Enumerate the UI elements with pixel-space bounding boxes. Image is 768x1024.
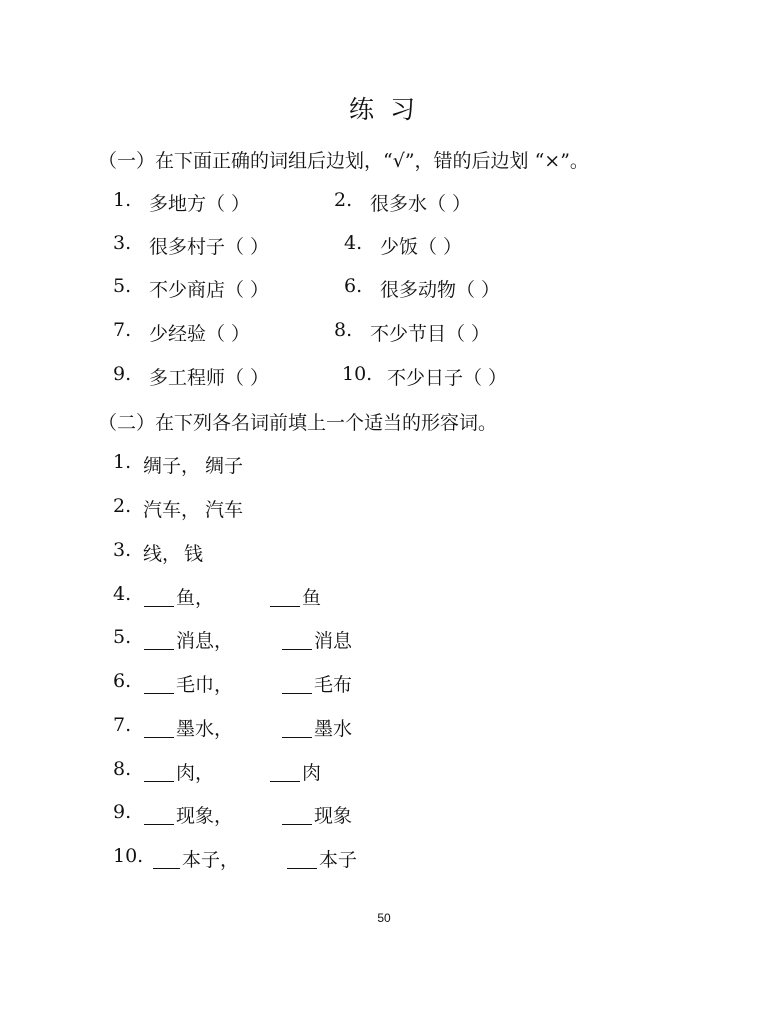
noun-first: 现象，	[176, 805, 234, 827]
noun-first: 本子，	[182, 849, 240, 871]
fill-in-blank[interactable]	[282, 648, 312, 650]
section-1-heading: （一）在下面正确的词组后边划，“√”，错的后边划 “×”。	[98, 150, 589, 172]
phrase-item: 少经验（ ）	[149, 323, 251, 345]
section-2-row-9	[0, 801, 768, 831]
phrase-item: 多工程师（ ）	[149, 367, 270, 389]
section-2-row-5	[0, 626, 768, 656]
item-number: 8.	[334, 319, 353, 341]
section-1-row-5	[0, 363, 768, 393]
noun-second: 汽车	[205, 499, 244, 521]
fill-in-blank[interactable]	[282, 823, 312, 825]
section-1-row-3	[0, 275, 768, 305]
fill-in-blank[interactable]	[144, 823, 174, 825]
noun-first: 毛巾，	[176, 674, 234, 696]
noun-second: 鱼	[302, 587, 322, 609]
fill-in-blank[interactable]	[153, 867, 180, 869]
fill-in-blank[interactable]	[270, 780, 300, 782]
item-number: 1.	[113, 451, 132, 473]
noun-first: 肉，	[176, 762, 215, 784]
fill-in-blank[interactable]	[144, 780, 174, 782]
item-number: 6.	[344, 275, 363, 297]
item-number: 4.	[113, 583, 132, 605]
section-2-heading: （二）在下列各名词前填上一个适当的形容词。	[98, 412, 498, 434]
section-1-row-2	[0, 232, 768, 262]
phrase-item: 很多村子（ ）	[149, 236, 270, 258]
noun-second: 毛布	[314, 674, 353, 696]
item-number: 9.	[113, 801, 132, 823]
phrase-item: 不少日子（ ）	[387, 367, 508, 389]
phrase-item: 少饭（ ）	[380, 236, 463, 258]
section-2-row-3	[0, 539, 768, 569]
noun-first: 墨水，	[176, 718, 234, 740]
noun-first: 线，	[143, 543, 182, 565]
page-title: 练 习	[349, 95, 419, 124]
item-number: 10.	[342, 363, 373, 385]
noun-second: 墨水	[314, 718, 353, 740]
fill-in-blank[interactable]	[144, 605, 174, 607]
page-number: 50	[377, 911, 391, 925]
item-number: 2.	[334, 189, 353, 211]
noun-second: 绸子	[205, 455, 244, 477]
noun-second: 肉	[302, 762, 322, 784]
phrase-item: 多地方（ ）	[149, 193, 251, 215]
item-number: 7.	[113, 319, 132, 341]
fill-in-blank[interactable]	[282, 736, 312, 738]
section-1-row-4	[0, 319, 768, 349]
phrase-item: 很多动物（ ）	[380, 279, 501, 301]
phrase-item: 不少节目（ ）	[370, 323, 491, 345]
fill-in-blank[interactable]	[144, 692, 174, 694]
section-2-row-6	[0, 670, 768, 700]
item-number: 5.	[113, 275, 132, 297]
noun-second: 现象	[314, 805, 353, 827]
noun-first: 绸子，	[143, 455, 201, 477]
fill-in-blank[interactable]	[144, 648, 174, 650]
item-number: 2.	[113, 495, 132, 517]
item-number: 10.	[113, 845, 144, 867]
item-number: 6.	[113, 670, 132, 692]
item-number: 8.	[113, 758, 132, 780]
noun-second: 钱	[184, 543, 204, 565]
noun-second: 消息	[314, 630, 353, 652]
item-number: 7.	[113, 714, 132, 736]
noun-first: 消息，	[176, 630, 234, 652]
section-2-row-10	[0, 845, 768, 875]
fill-in-blank[interactable]	[282, 692, 312, 694]
fill-in-blank[interactable]	[270, 605, 300, 607]
section-2-row-2	[0, 495, 768, 525]
section-2-row-8	[0, 758, 768, 788]
section-1-row-1	[0, 189, 768, 219]
item-number: 9.	[113, 363, 132, 385]
phrase-item: 很多水（ ）	[370, 193, 472, 215]
item-number: 3.	[113, 232, 132, 254]
item-number: 1.	[113, 189, 132, 211]
noun-second: 本子	[319, 849, 358, 871]
noun-first: 汽车，	[143, 499, 201, 521]
section-2-row-1	[0, 451, 768, 481]
fill-in-blank[interactable]	[287, 867, 317, 869]
section-2-row-4	[0, 583, 768, 613]
noun-first: 鱼，	[176, 587, 215, 609]
item-number: 3.	[113, 539, 132, 561]
item-number: 5.	[113, 626, 132, 648]
phrase-item: 不少商店（ ）	[149, 279, 270, 301]
fill-in-blank[interactable]	[144, 736, 174, 738]
section-2-row-7	[0, 714, 768, 744]
item-number: 4.	[344, 232, 363, 254]
